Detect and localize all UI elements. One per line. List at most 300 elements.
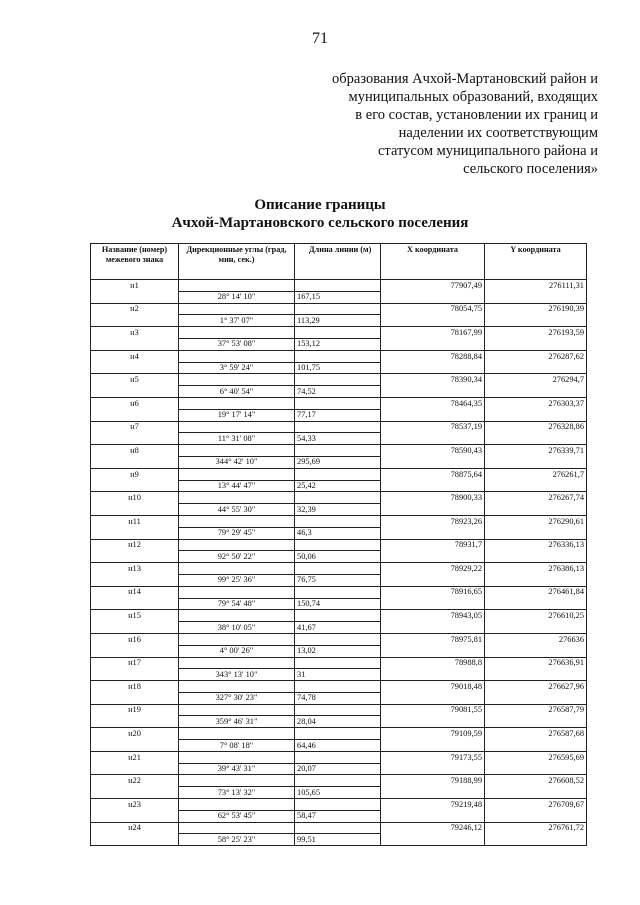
- x-coordinate: 78590,43: [381, 445, 485, 457]
- table-row: [91, 445, 587, 457]
- empty-cell: [485, 622, 587, 634]
- x-coordinate: 78288,84: [381, 350, 485, 362]
- y-coordinate: 276290,61: [485, 515, 587, 527]
- x-coordinate: 78464,35: [381, 397, 485, 409]
- point-name: н6: [91, 397, 179, 409]
- line-length: 74,52: [295, 386, 381, 398]
- table-row: [91, 421, 587, 433]
- empty-cell: [179, 468, 295, 480]
- direction-angle: 1° 37' 07": [179, 315, 295, 327]
- empty-cell: [91, 456, 179, 468]
- table-row: [91, 374, 587, 386]
- empty-cell: [381, 574, 485, 586]
- table-row: [91, 468, 587, 480]
- column-header-name: Название (номер) межевого знака: [91, 244, 179, 280]
- x-coordinate: 78923,26: [381, 515, 485, 527]
- empty-cell: [179, 515, 295, 527]
- empty-cell: [295, 421, 381, 433]
- point-name: н1: [91, 280, 179, 292]
- point-name: н19: [91, 704, 179, 716]
- empty-cell: [179, 445, 295, 457]
- empty-cell: [179, 350, 295, 362]
- empty-cell: [485, 433, 587, 445]
- x-coordinate: 78054,75: [381, 303, 485, 315]
- empty-cell: [91, 716, 179, 728]
- empty-cell: [295, 775, 381, 787]
- empty-cell: [485, 763, 587, 775]
- y-coordinate: 276336,13: [485, 539, 587, 551]
- empty-cell: [179, 657, 295, 669]
- direction-angle: 343° 13' 10": [179, 669, 295, 681]
- empty-cell: [295, 610, 381, 622]
- direction-angle: 38° 10' 05": [179, 622, 295, 634]
- direction-angle: 344° 42' 10": [179, 456, 295, 468]
- title-line: Ачхой-Мартановского сельского поселения: [171, 215, 469, 231]
- line-length: 28,04: [295, 716, 381, 728]
- line-length: 113,29: [295, 315, 381, 327]
- empty-cell: [179, 610, 295, 622]
- direction-angle: 99° 25' 36": [179, 574, 295, 586]
- direction-angle: 73° 13' 32": [179, 787, 295, 799]
- empty-cell: [295, 492, 381, 504]
- table-row: [91, 386, 587, 398]
- empty-cell: [179, 681, 295, 693]
- empty-cell: [179, 374, 295, 386]
- direction-angle: 37° 53' 08": [179, 338, 295, 350]
- y-coordinate: 276111,31: [485, 280, 587, 292]
- point-name: н23: [91, 799, 179, 811]
- column-header-x: X координата: [381, 244, 485, 280]
- table-row: [91, 563, 587, 575]
- point-name: н5: [91, 374, 179, 386]
- y-coordinate: 276386,13: [485, 563, 587, 575]
- x-coordinate: 79246,12: [381, 822, 485, 834]
- y-coordinate: 276193,59: [485, 327, 587, 339]
- x-coordinate: 78931,7: [381, 539, 485, 551]
- empty-cell: [91, 622, 179, 634]
- empty-cell: [179, 751, 295, 763]
- empty-cell: [179, 280, 295, 292]
- table-row: [91, 775, 587, 787]
- x-coordinate: 79109,59: [381, 728, 485, 740]
- x-coordinate: 79219,48: [381, 799, 485, 811]
- section-title: [0, 196, 640, 232]
- y-coordinate: 276328,86: [485, 421, 587, 433]
- empty-cell: [381, 645, 485, 657]
- table-row: [91, 515, 587, 527]
- x-coordinate: 79188,99: [381, 775, 485, 787]
- empty-cell: [485, 456, 587, 468]
- table-row: [91, 350, 587, 362]
- table-row: [91, 751, 587, 763]
- empty-cell: [295, 704, 381, 716]
- point-name: н24: [91, 822, 179, 834]
- empty-cell: [381, 740, 485, 752]
- line-length: 25,42: [295, 480, 381, 492]
- direction-angle: 39° 43' 31": [179, 763, 295, 775]
- y-coordinate: 276339,71: [485, 445, 587, 457]
- table-row: [91, 527, 587, 539]
- empty-cell: [91, 598, 179, 610]
- empty-cell: [179, 633, 295, 645]
- empty-cell: [295, 681, 381, 693]
- table-row: [91, 610, 587, 622]
- line-length: 41,67: [295, 622, 381, 634]
- x-coordinate: 78975,81: [381, 633, 485, 645]
- empty-cell: [295, 468, 381, 480]
- y-coordinate: 276287,62: [485, 350, 587, 362]
- x-coordinate: 79173,55: [381, 751, 485, 763]
- direction-angle: 7° 08' 18": [179, 740, 295, 752]
- table-row: [91, 834, 587, 846]
- table-row: [91, 740, 587, 752]
- empty-cell: [179, 492, 295, 504]
- empty-cell: [295, 751, 381, 763]
- empty-cell: [485, 291, 587, 303]
- point-name: н3: [91, 327, 179, 339]
- line-length: 64,46: [295, 740, 381, 752]
- y-coordinate: 276303,37: [485, 397, 587, 409]
- empty-cell: [91, 574, 179, 586]
- y-coordinate: 276294,7: [485, 374, 587, 386]
- line-length: 295,69: [295, 456, 381, 468]
- table-row: [91, 633, 587, 645]
- direction-angle: 44° 55' 30": [179, 504, 295, 516]
- line-length: 153,12: [295, 338, 381, 350]
- empty-cell: [485, 362, 587, 374]
- empty-cell: [179, 799, 295, 811]
- line-length: 50,06: [295, 551, 381, 563]
- line-length: 58,47: [295, 810, 381, 822]
- direction-angle: 79° 29' 45": [179, 527, 295, 539]
- empty-cell: [179, 303, 295, 315]
- column-header-length: Длина линии (м): [295, 244, 381, 280]
- empty-cell: [295, 657, 381, 669]
- empty-cell: [295, 397, 381, 409]
- empty-cell: [179, 327, 295, 339]
- empty-cell: [485, 504, 587, 516]
- direction-angle: 359° 46' 31": [179, 716, 295, 728]
- y-coordinate: 276636,91: [485, 657, 587, 669]
- y-coordinate: 276190,39: [485, 303, 587, 315]
- empty-cell: [179, 563, 295, 575]
- y-coordinate: 276709,67: [485, 799, 587, 811]
- empty-cell: [485, 810, 587, 822]
- table-row: [91, 303, 587, 315]
- empty-cell: [179, 775, 295, 787]
- empty-cell: [91, 338, 179, 350]
- table-row: [91, 669, 587, 681]
- empty-cell: [485, 787, 587, 799]
- empty-cell: [381, 527, 485, 539]
- y-coordinate: 276595,69: [485, 751, 587, 763]
- empty-cell: [381, 456, 485, 468]
- empty-cell: [381, 409, 485, 421]
- empty-cell: [91, 669, 179, 681]
- title-line: Описание границы: [254, 197, 386, 213]
- empty-cell: [381, 338, 485, 350]
- point-name: н21: [91, 751, 179, 763]
- y-coordinate: 276461,84: [485, 586, 587, 598]
- point-name: н14: [91, 586, 179, 598]
- direction-angle: 4° 00' 26": [179, 645, 295, 657]
- header-line: образования Ачхой-Мартановский район и: [332, 71, 598, 87]
- empty-cell: [485, 598, 587, 610]
- point-name: н13: [91, 563, 179, 575]
- table-row: [91, 551, 587, 563]
- line-length: 77,17: [295, 409, 381, 421]
- direction-angle: 79° 54' 48": [179, 598, 295, 610]
- x-coordinate: 78390,34: [381, 374, 485, 386]
- direction-angle: 58° 25' 23": [179, 834, 295, 846]
- point-name: н15: [91, 610, 179, 622]
- empty-cell: [91, 551, 179, 563]
- empty-cell: [179, 586, 295, 598]
- table-header-row: [91, 244, 587, 280]
- empty-cell: [485, 740, 587, 752]
- empty-cell: [295, 822, 381, 834]
- empty-cell: [295, 539, 381, 551]
- y-coordinate: 276636: [485, 633, 587, 645]
- empty-cell: [91, 740, 179, 752]
- table-row: [91, 586, 587, 598]
- x-coordinate: 78537,19: [381, 421, 485, 433]
- empty-cell: [179, 704, 295, 716]
- table-row: [91, 692, 587, 704]
- direction-angle: 13° 44' 47": [179, 480, 295, 492]
- empty-cell: [91, 834, 179, 846]
- empty-cell: [381, 551, 485, 563]
- empty-cell: [295, 563, 381, 575]
- direction-angle: 3° 59' 24": [179, 362, 295, 374]
- header-line: наделении их соответствующим: [398, 125, 598, 141]
- table-row: [91, 315, 587, 327]
- boundary-coordinates-table: [90, 243, 587, 846]
- header-line: муниципальных образований, входящих: [348, 89, 598, 105]
- direction-angle: 6° 40' 54": [179, 386, 295, 398]
- line-length: 76,75: [295, 574, 381, 586]
- empty-cell: [485, 716, 587, 728]
- empty-cell: [91, 315, 179, 327]
- table-row: [91, 598, 587, 610]
- empty-cell: [381, 315, 485, 327]
- empty-cell: [485, 574, 587, 586]
- empty-cell: [381, 504, 485, 516]
- empty-cell: [295, 728, 381, 740]
- point-name: н9: [91, 468, 179, 480]
- empty-cell: [485, 551, 587, 563]
- table-body: [91, 280, 587, 846]
- y-coordinate: 276267,74: [485, 492, 587, 504]
- page-number: 71: [312, 30, 328, 47]
- table-row: [91, 657, 587, 669]
- direction-angle: 28° 14' 10": [179, 291, 295, 303]
- empty-cell: [179, 822, 295, 834]
- table-row: [91, 716, 587, 728]
- y-coordinate: 276761,72: [485, 822, 587, 834]
- empty-cell: [381, 810, 485, 822]
- empty-cell: [295, 633, 381, 645]
- direction-angle: 19° 17' 14": [179, 409, 295, 421]
- empty-cell: [295, 303, 381, 315]
- x-coordinate: 78916,65: [381, 586, 485, 598]
- empty-cell: [91, 362, 179, 374]
- point-name: н17: [91, 657, 179, 669]
- table-row: [91, 810, 587, 822]
- x-coordinate: 78988,8: [381, 657, 485, 669]
- table-row: [91, 645, 587, 657]
- empty-cell: [485, 480, 587, 492]
- x-coordinate: 78929,22: [381, 563, 485, 575]
- empty-cell: [179, 539, 295, 551]
- table-row: [91, 728, 587, 740]
- table-row: [91, 280, 587, 292]
- table-row: [91, 492, 587, 504]
- direction-angle: 62° 53' 45": [179, 810, 295, 822]
- direction-angle: 327° 30' 23": [179, 692, 295, 704]
- table-row: [91, 480, 587, 492]
- x-coordinate: 78943,05: [381, 610, 485, 622]
- x-coordinate: 78167,99: [381, 327, 485, 339]
- point-name: н7: [91, 421, 179, 433]
- empty-cell: [295, 327, 381, 339]
- table-row: [91, 622, 587, 634]
- table-row: [91, 338, 587, 350]
- empty-cell: [381, 692, 485, 704]
- line-length: 13,02: [295, 645, 381, 657]
- empty-cell: [295, 350, 381, 362]
- empty-cell: [485, 834, 587, 846]
- empty-cell: [485, 338, 587, 350]
- empty-cell: [295, 586, 381, 598]
- line-length: 46,3: [295, 527, 381, 539]
- empty-cell: [91, 763, 179, 775]
- y-coordinate: 276261,7: [485, 468, 587, 480]
- empty-cell: [381, 787, 485, 799]
- empty-cell: [485, 692, 587, 704]
- empty-cell: [179, 728, 295, 740]
- table-row: [91, 704, 587, 716]
- empty-cell: [381, 669, 485, 681]
- point-name: н18: [91, 681, 179, 693]
- empty-cell: [91, 787, 179, 799]
- x-coordinate: 77907,49: [381, 280, 485, 292]
- point-name: н8: [91, 445, 179, 457]
- empty-cell: [295, 280, 381, 292]
- empty-cell: [91, 645, 179, 657]
- x-coordinate: 78875,64: [381, 468, 485, 480]
- empty-cell: [485, 645, 587, 657]
- empty-cell: [485, 386, 587, 398]
- empty-cell: [381, 716, 485, 728]
- header-line: сельского поселения»: [463, 161, 598, 177]
- line-length: 105,65: [295, 787, 381, 799]
- y-coordinate: 276627,96: [485, 681, 587, 693]
- table-row: [91, 409, 587, 421]
- line-length: 150,74: [295, 598, 381, 610]
- empty-cell: [381, 834, 485, 846]
- empty-cell: [381, 598, 485, 610]
- empty-cell: [91, 692, 179, 704]
- empty-cell: [381, 362, 485, 374]
- empty-cell: [381, 291, 485, 303]
- empty-cell: [91, 291, 179, 303]
- empty-cell: [295, 374, 381, 386]
- empty-cell: [485, 669, 587, 681]
- point-name: н16: [91, 633, 179, 645]
- column-header-y: Y координата: [485, 244, 587, 280]
- line-length: 20,07: [295, 763, 381, 775]
- line-length: 167,15: [295, 291, 381, 303]
- y-coordinate: 276587,68: [485, 728, 587, 740]
- table-row: [91, 763, 587, 775]
- column-header-angle: Дирекционные углы (град, мин, сек.): [179, 244, 295, 280]
- table-row: [91, 822, 587, 834]
- empty-cell: [91, 433, 179, 445]
- line-length: 32,39: [295, 504, 381, 516]
- point-name: н4: [91, 350, 179, 362]
- direction-angle: 11° 31' 08": [179, 433, 295, 445]
- x-coordinate: 79081,55: [381, 704, 485, 716]
- empty-cell: [91, 409, 179, 421]
- empty-cell: [381, 433, 485, 445]
- empty-cell: [179, 421, 295, 433]
- empty-cell: [381, 386, 485, 398]
- empty-cell: [91, 810, 179, 822]
- table-row: [91, 504, 587, 516]
- line-length: 99,51: [295, 834, 381, 846]
- empty-cell: [295, 445, 381, 457]
- y-coordinate: 276610,25: [485, 610, 587, 622]
- header-line: статусом муниципального района и: [378, 143, 598, 159]
- table-row: [91, 362, 587, 374]
- table-row: [91, 799, 587, 811]
- y-coordinate: 276587,79: [485, 704, 587, 716]
- table-row: [91, 291, 587, 303]
- direction-angle: 92° 50' 22": [179, 551, 295, 563]
- point-name: н11: [91, 515, 179, 527]
- point-name: н22: [91, 775, 179, 787]
- line-length: 101,75: [295, 362, 381, 374]
- point-name: н12: [91, 539, 179, 551]
- empty-cell: [485, 527, 587, 539]
- empty-cell: [485, 315, 587, 327]
- table-row: [91, 433, 587, 445]
- table-row: [91, 456, 587, 468]
- empty-cell: [381, 480, 485, 492]
- point-name: н2: [91, 303, 179, 315]
- header-line: в его состав, установлении их границ и: [355, 107, 598, 123]
- x-coordinate: 79018,48: [381, 681, 485, 693]
- line-length: 31: [295, 669, 381, 681]
- empty-cell: [91, 480, 179, 492]
- table-row: [91, 327, 587, 339]
- table-row: [91, 787, 587, 799]
- y-coordinate: 276608,52: [485, 775, 587, 787]
- empty-cell: [381, 763, 485, 775]
- empty-cell: [485, 409, 587, 421]
- empty-cell: [91, 527, 179, 539]
- empty-cell: [295, 799, 381, 811]
- empty-cell: [91, 386, 179, 398]
- x-coordinate: 78900,33: [381, 492, 485, 504]
- table-row: [91, 574, 587, 586]
- point-name: н10: [91, 492, 179, 504]
- empty-cell: [295, 515, 381, 527]
- document-header: [238, 70, 598, 178]
- point-name: н20: [91, 728, 179, 740]
- empty-cell: [179, 397, 295, 409]
